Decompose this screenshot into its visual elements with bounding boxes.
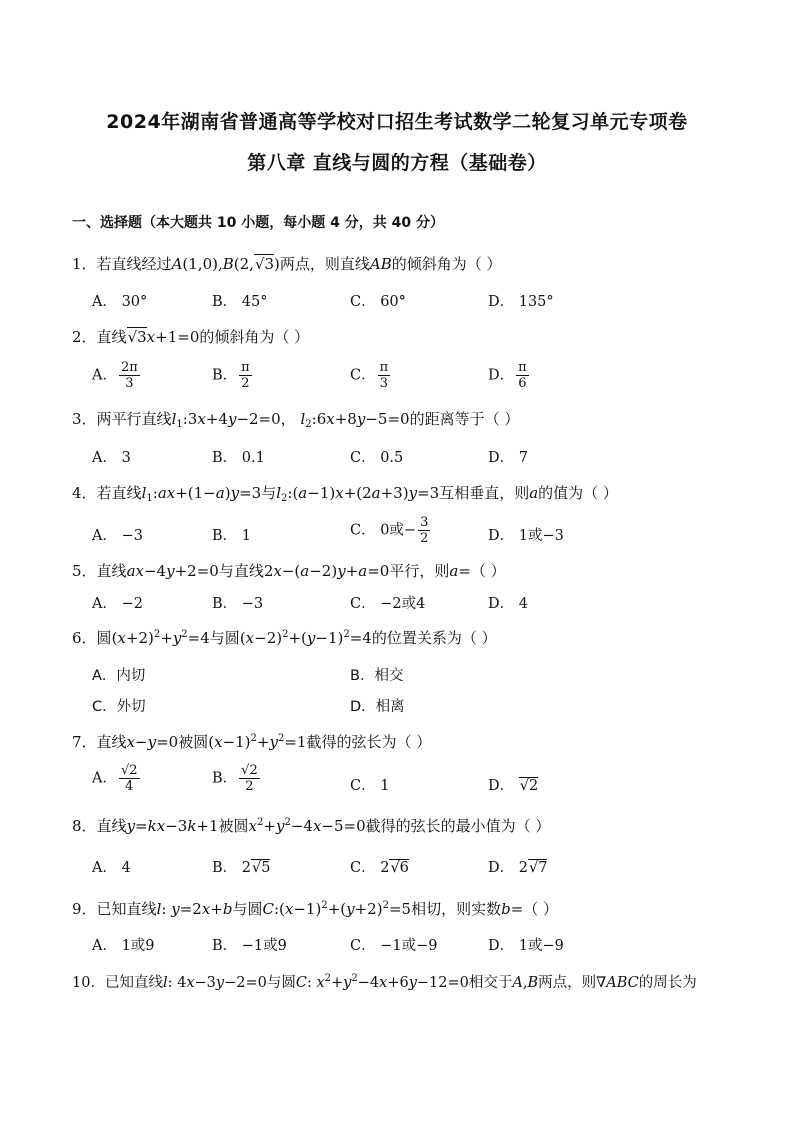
q9-option-c[interactable]: C． −1或−9 [350, 938, 438, 954]
q1-option-a[interactable]: A． 30° [92, 294, 148, 310]
question-2: 2．直线√3x+1=0的倾斜角为（ ） [72, 328, 310, 346]
q6-option-b[interactable]: B．相交 [350, 668, 404, 684]
question-4: 4．若直线$l_1:ax+(1-a)y=3$与$l_2:(a-1)x+(2a+3)y=3$互相垂直，则a的值为（ ） [72, 484, 618, 504]
exam-title: 2024年湖南省普通高等学校对口招生考试数学二轮复习单元专项卷 [106, 111, 688, 133]
question-7: 7．直线x−y=0被圆$(x-1)^2+y^2=1$截得的弦长为（ ） [72, 733, 432, 751]
q4-option-a[interactable]: A． −3 [92, 528, 143, 544]
q8-option-d[interactable]: D． 2√7 [488, 860, 548, 876]
q6-option-a[interactable]: A．内切 [92, 668, 146, 684]
question-10: 10．已知直线l: 4x−3y−2=0与圆C: $x^2+y^2-4x+6y-12=0$相交于A,B两点，则∇ABC的周长为 [72, 973, 697, 991]
question-1: 1．若直线经过A(1,0),B(2,√3)两点，则直线AB的倾斜角为（ ） [72, 255, 502, 273]
q7-option-b[interactable]: B． $\frac{√2}{2}$ [212, 763, 258, 794]
q5-option-b[interactable]: B． −3 [212, 596, 264, 612]
q3-option-a[interactable]: A． 3 [92, 450, 131, 466]
chapter-title: 第八章 直线与圆的方程（基础卷） [247, 152, 547, 174]
section-heading: 一、选择题（本大题共 10 小题，每小题 4 分，共 40 分） [72, 215, 444, 231]
q7-option-d[interactable]: D． √2 [488, 778, 539, 794]
q4-option-c[interactable]: C． 0或− $\frac{3}{2}$ [350, 515, 429, 546]
q2-option-b[interactable]: B． $\frac{\pi}{2}$ [212, 360, 250, 391]
q8-option-b[interactable]: B． 2√5 [212, 860, 271, 876]
q6-option-c[interactable]: C．外切 [92, 699, 146, 715]
q9-option-d[interactable]: D． 1或−9 [488, 938, 564, 954]
q2-option-a[interactable]: A． $\frac{2\pi}{3}$ [92, 360, 138, 391]
question-5: 5．直线ax−4y+2=0与直线2x−(a−2)y+a=0平行，则a=（ ） [72, 562, 506, 580]
q5-option-c[interactable]: C． −2或4 [350, 596, 426, 612]
q8-option-a[interactable]: A． 4 [92, 860, 131, 876]
q3-option-b[interactable]: B． 0.1 [212, 450, 265, 466]
q2-option-d[interactable]: D． $\frac{\pi}{6}$ [488, 360, 527, 391]
q3-option-c[interactable]: C． 0.5 [350, 450, 404, 466]
q5-option-d[interactable]: D． 4 [488, 596, 528, 612]
q9-option-a[interactable]: A． 1或9 [92, 938, 155, 954]
q1-option-b[interactable]: B． 45° [212, 294, 268, 310]
q7-option-a[interactable]: A． $\frac{√2}{4}$ [92, 763, 138, 794]
q8-option-c[interactable]: C． 2√6 [350, 860, 409, 876]
question-3: 3．两平行直线$l_1:3x+4y-2=0$， $l_2:6x+8y-5=0$的距离等于（ ） [72, 410, 520, 430]
q3-option-d[interactable]: D． 7 [488, 450, 528, 466]
q6-option-d[interactable]: D．相离 [350, 699, 405, 715]
q4-option-d[interactable]: D． 1或−3 [488, 528, 564, 544]
question-9: 9．已知直线l: y=2x+b与圆$C:(x-1)^2+(y+2)^2=5$相切，则实数b=（ ） [72, 900, 559, 918]
q4-option-b[interactable]: B． 1 [212, 528, 251, 544]
q1-option-d[interactable]: D． 135° [488, 294, 554, 310]
q9-option-b[interactable]: B． −1或9 [212, 938, 287, 954]
q5-option-a[interactable]: A． −2 [92, 596, 143, 612]
question-6: 6．圆$(x+2)^2+y^2=4$与圆$(x-2)^2+(y-1)^2=4$的位置关系为（ ） [72, 629, 497, 647]
q2-option-c[interactable]: C． $\frac{\pi}{3}$ [350, 360, 389, 391]
question-8: 8．直线y=kx−3k+1被圆$x^2+y^2-4x-5=0$截得的弦长的最小值为（ ） [72, 817, 551, 835]
q1-option-c[interactable]: C． 60° [350, 294, 406, 310]
q7-option-c[interactable]: C． 1 [350, 778, 390, 794]
